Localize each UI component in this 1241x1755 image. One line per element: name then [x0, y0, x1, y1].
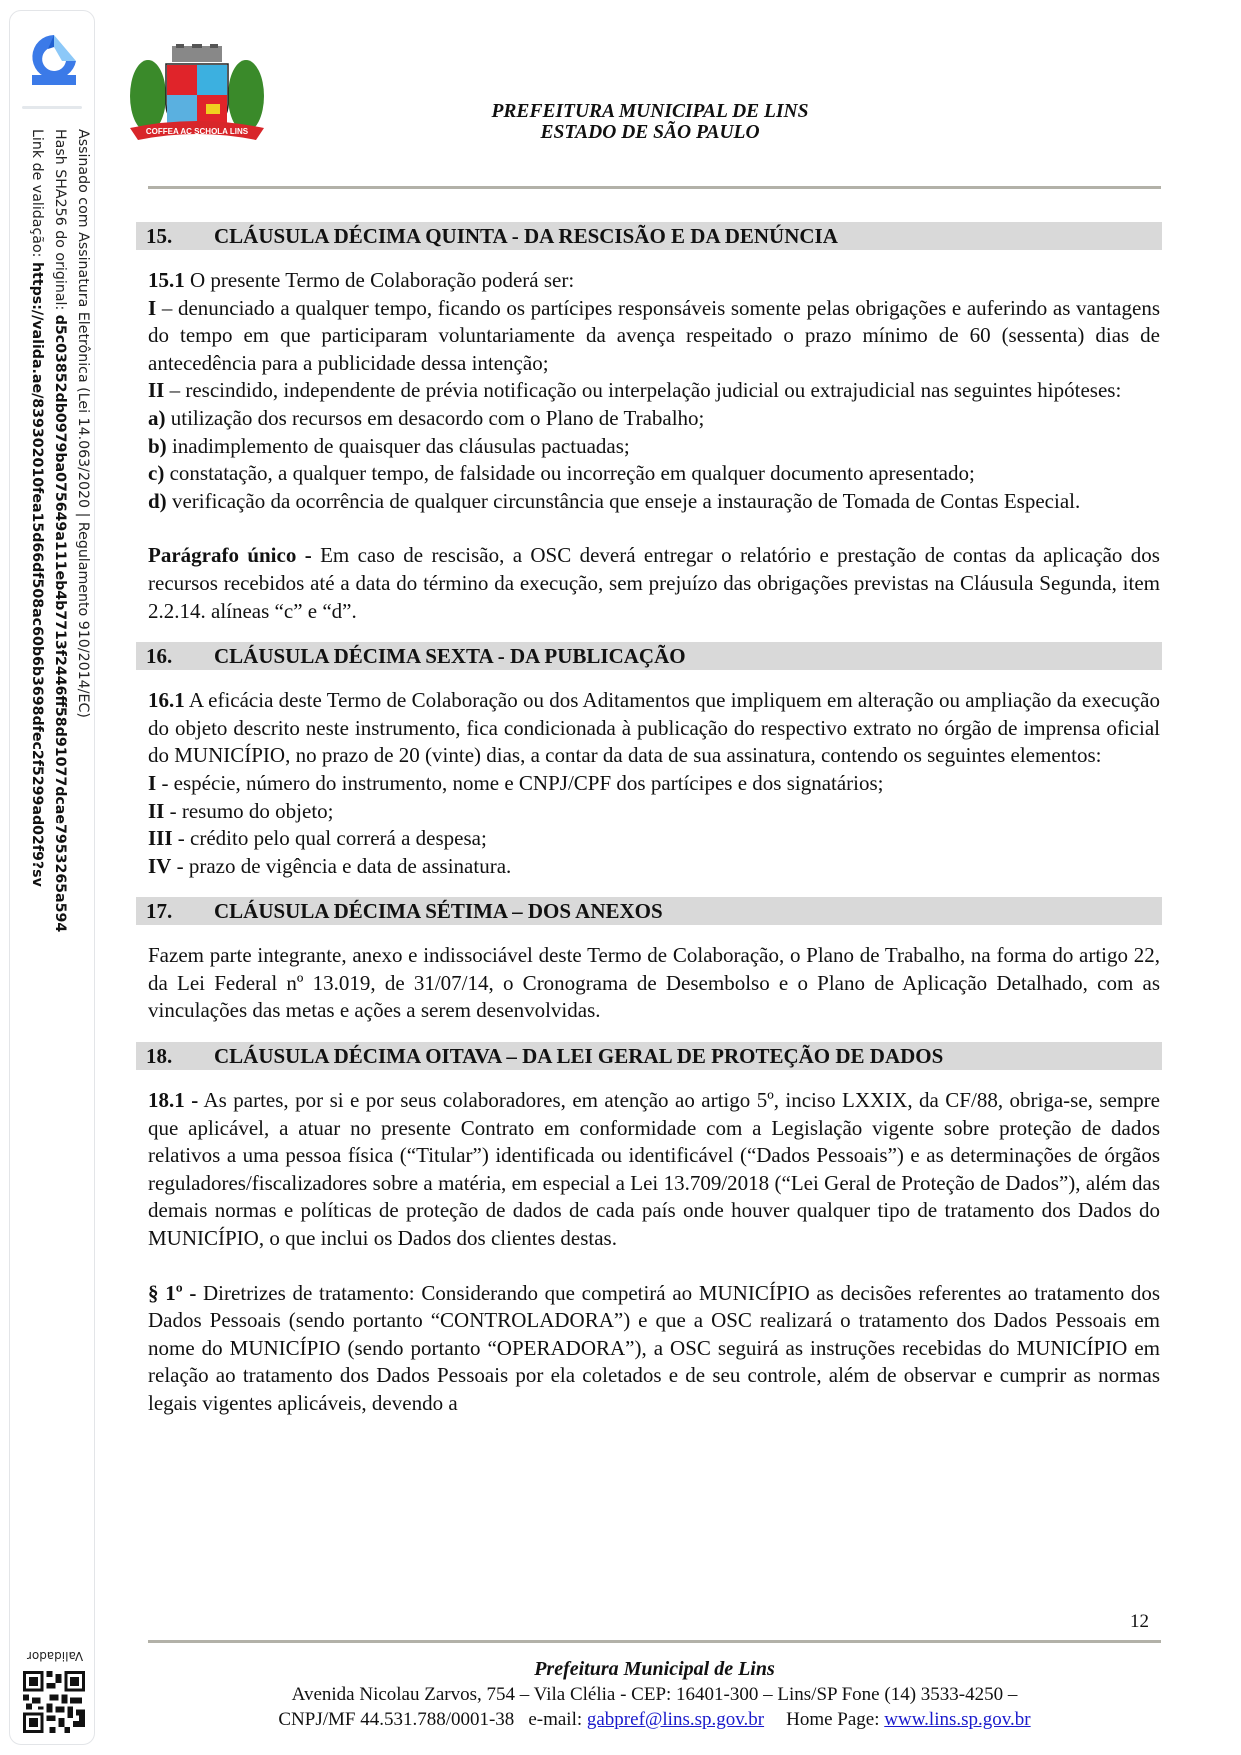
- clause-16-1: 16.1 A eficácia deste Termo de Colaboração ou dos Aditamentos que impliquem em alteração ou ampliação da execução do objeto descrito neste instrumento, fica condicionada à publicação do respectivo extrato no órgão de imprensa oficial do MUNICÍPIO, no prazo de 20 (vinte) dias, a contar da data de sua assinatura, contendo os seguintes elementos:: [148, 688, 1160, 768]
- header-state: ESTADO DE SÃO PAULO: [540, 122, 760, 143]
- page-footer: [148, 1657, 1161, 1732]
- clause-17-text: Fazem parte integrante, anexo e indissociável deste Termo de Colaboração, o Plano de Trabalho, na forma do artigo 22, da Lei Federal nº 13.019, de 31/07/14, o Cronograma de Desembolso e o Plano de Aplicação Detalhado, com as vinculações das metas e ações a serem desenvolvidas.: [148, 943, 1160, 1023]
- homepage-link[interactable]: www.lins.sp.gov.br: [884, 1709, 1031, 1730]
- clause-15-item-ii: II – rescindido, independente de prévia notificação ou interpelação judicial ou extrajudicial nas seguintes hipóteses:: [148, 378, 1122, 403]
- clause-15-item-a: a) utilização dos recursos em desacordo com o Plano de Trabalho;: [148, 405, 705, 430]
- page-header: [420, 101, 880, 143]
- validation-logo-icon: [26, 31, 82, 87]
- clause-18-paragraph-1: § 1º - Diretrizes de tratamento: Considerando que competirá ao MUNICÍPIO as decisões referentes ao tratamento dos Dados Pessoais (sendo portanto “CONTROLADORA”) e que a OSC realizará o tratamento dos Dados Pessoais em nome do MUNICÍPIO (sendo portanto “OPERADORA”), a OSC seguirá as instruções recebidas do MUNICÍPIO em relação ao tratamento dos Dados Pessoais por ela coletados e de seu controle, além de observar e cumprir as normas legais vigentes aplicáveis, devendo a: [148, 1280, 1160, 1415]
- sidebar-divider: [22, 106, 82, 109]
- header-rule: [148, 186, 1161, 189]
- section-16-heading: 16. CLÁUSULA DÉCIMA SEXTA - DA PUBLICAÇÃO: [136, 642, 1162, 670]
- qr-code-icon[interactable]: [23, 1671, 85, 1733]
- footer-address: Avenida Nicolau Zarvos, 754 – Vila Clélia - CEP: 16401-300 – Lins/SP Fone (14) 3533-4250 –: [291, 1684, 1018, 1705]
- section-17-heading: 17. CLÁUSULA DÉCIMA SÉTIMA – DOS ANEXOS: [136, 897, 1162, 925]
- clause-15-item-d: d) verificação da ocorrência de qualquer circunstância que enseje a instauração de Tomada de Contas Especial.: [148, 488, 1081, 513]
- section-15-heading: 15. CLÁUSULA DÉCIMA QUINTA - DA RESCISÃO E DA DENÚNCIA: [136, 222, 1162, 250]
- validador-label: Validador: [26, 1649, 84, 1663]
- hash-value: d5c03852db0979ba075649a111eb4b7713f2446ff58d91077dcae7953265a594: [52, 314, 68, 933]
- footer-cnpj: CNPJ/MF 44.531.788/0001-38: [278, 1709, 515, 1730]
- clause-16-item-iii: III - crédito pelo qual correrá a despesa;: [148, 826, 487, 851]
- clause-15-item-c: c) constatação, a qualquer tempo, de falsidade ou incorreção em qualquer documento apresentado;: [148, 461, 975, 486]
- signature-panel: [9, 10, 95, 1745]
- section-18-heading: 18. CLÁUSULA DÉCIMA OITAVA – DA LEI GERAL DE PROTEÇÃO DE DADOS: [136, 1042, 1162, 1070]
- signature-info: [25, 129, 94, 932]
- hash-line: Hash SHA256 do original: d5c03852db0979ba075649a111eb4b7713f2446ff58d91077dcae7953265a594: [52, 129, 68, 933]
- crest-motto: COFFEA AC SCHOLA LINS: [145, 127, 249, 136]
- clause-16-item-ii: II - resumo do objeto;: [148, 798, 334, 823]
- clause-15-1: 15.1 O presente Termo de Colaboração poderá ser:: [148, 268, 575, 292]
- clause-16-item-iv: IV - prazo de vigência e data de assinatura.: [148, 853, 512, 878]
- validation-link-line: Link de validação: https://valida.ae/839302010fea15d66df508ac60b6b3698dfec2f5299ad02f9?sv: [29, 129, 45, 887]
- email-link[interactable]: gabpref@lins.sp.gov.br: [586, 1709, 765, 1730]
- clause-18-1: 18.1 - As partes, por si e por seus colaboradores, em atenção ao artigo 5º, inciso LXXIX, da CF/88, obriga-se, sempre que aplicável, a atuar no presente Contrato em conformidade com a Legislação vigente sobre proteção de dados relativos a uma pessoa física (“Titular”) identificada ou identificável (“Dados Pessoais”) e as determinações de órgãos reguladores/fiscalizadores sobre a matéria, em especial a Lei 13.709/2018 (“Lei Geral de Proteção de Dados”), além das demais normas e políticas de proteção de dados de cada país onde houver qualquer tipo de tratamento dos Dados do MUNICÍPIO, o que inclui os Dados dos clientes destas.: [148, 1088, 1160, 1251]
- page-number: 12: [1130, 1611, 1149, 1632]
- header-org: PREFEITURA MUNICIPAL DE LINS: [491, 101, 809, 122]
- footer-rule: [148, 1640, 1161, 1643]
- clause-15-item-i: I – denunciado a qualquer tempo, ficando os partícipes responsáveis somente pelas obrigações e auferindo as vantagens do tempo em que participaram voluntariamente da avença respeitado o prazo mínimo de 60 (sessenta) dias de antecedência para a publicidade dessa intenção;: [148, 295, 1160, 375]
- footer-contact: CNPJ/MF 44.531.788/0001-38 e-mail: gabpref@lins.sp.gov.br Home Page: www.lins.sp.gov.br: [278, 1709, 1031, 1730]
- clause-15-item-b: b) inadimplemento de quaisquer das cláusulas pactuadas;: [148, 433, 630, 458]
- signature-statement: Assinado com Assinatura Eletrônica (Lei 14.063/2020 | Regulamento 910/2014/EC): [75, 129, 91, 718]
- clause-16-item-i: I - espécie, número do instrumento, nome e CNPJ/CPF dos partícipes e dos signatários;: [148, 770, 884, 795]
- validation-link[interactable]: https://valida.ae/839302010fea15d66df508ac60b6b3698dfec2f5299ad02f9?sv: [29, 261, 45, 887]
- footer-org: Prefeitura Municipal de Lins: [534, 1658, 775, 1680]
- document-body: [148, 222, 1160, 1418]
- clause-15-paragrafo-unico: Parágrafo único - Em caso de rescisão, a OSC deverá entregar o relatório e prestação de contas da aplicação dos recursos recebidos até a data do término da execução, sem prejuízo das obrigações previstas na Cláusula Segunda, item 2.2.14. alíneas “c” e “d”.: [148, 543, 1160, 623]
- municipal-crest-icon: [126, 44, 268, 144]
